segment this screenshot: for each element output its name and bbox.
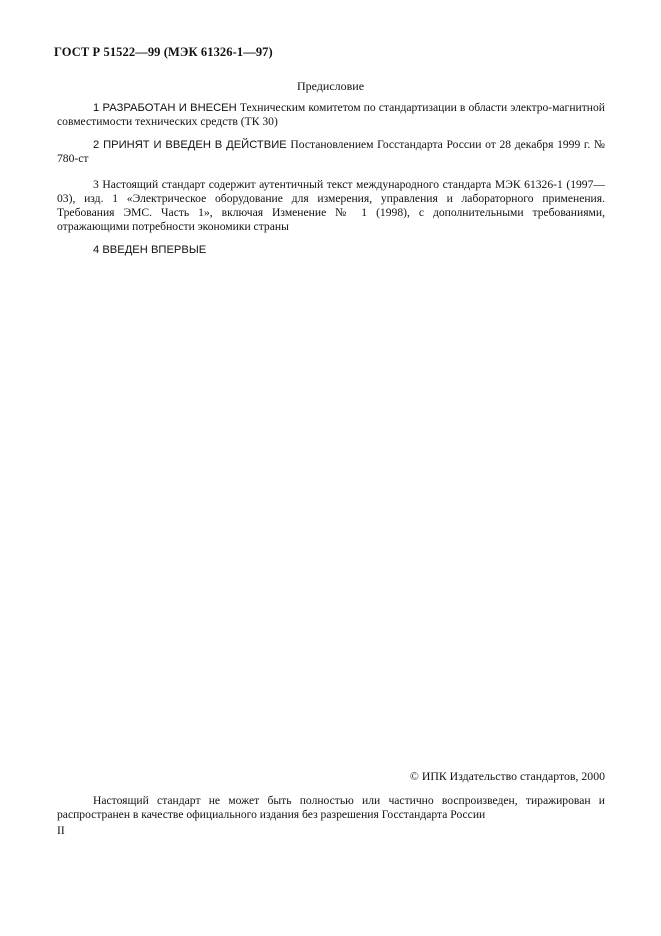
paragraph-3 bbox=[57, 178, 605, 234]
paragraph-2 bbox=[57, 138, 605, 166]
copyright-notice: © ИПК Издательство стандартов, 2000 bbox=[409, 769, 605, 783]
paragraph-3-text: 3 Настоящий стандарт содержит аутентичный текст международного стандарта МЭК 61326-1 (1997—03), изд. 1 «Электрическое оборудование для измерения, управления и лабораторного применения. Требования ЭМС. Часть 1», включая Изменение № 1 (1998), с дополнительными требованиями, отражающими потребности экономики страны bbox=[57, 178, 605, 233]
paragraph-2-lead: 2 ПРИНЯТ И ВВЕДЕН В ДЕЙСТВИЕ bbox=[93, 139, 287, 151]
paragraph-4-lead: 4 ВВЕДЕН ВПЕРВЫЕ bbox=[93, 244, 207, 256]
paragraph-2-text: Постановлением Госстандарта России от 28 декабря 1999 г. № 780-ст bbox=[57, 138, 605, 165]
section-title: Предисловие bbox=[296, 79, 365, 93]
document-header: ГОСТ Р 51522—99 (МЭК 61326-1—97) bbox=[54, 45, 273, 59]
paragraph-4 bbox=[57, 243, 605, 257]
page-number: II bbox=[57, 824, 65, 837]
reproduction-note: Настоящий стандарт не может быть полностью или частично воспроизведен, тиражирован и распространен в качестве официального издания без разрешения Госстандарта России bbox=[57, 794, 605, 821]
paragraph-1 bbox=[57, 101, 605, 129]
paragraph-1-lead: 1 РАЗРАБОТАН И ВНЕСЕН bbox=[93, 102, 237, 114]
paragraph-1-text: Техническим комитетом по стандартизации в области электро-магнитной совместимости технических средств (ТК 30) bbox=[57, 101, 605, 128]
